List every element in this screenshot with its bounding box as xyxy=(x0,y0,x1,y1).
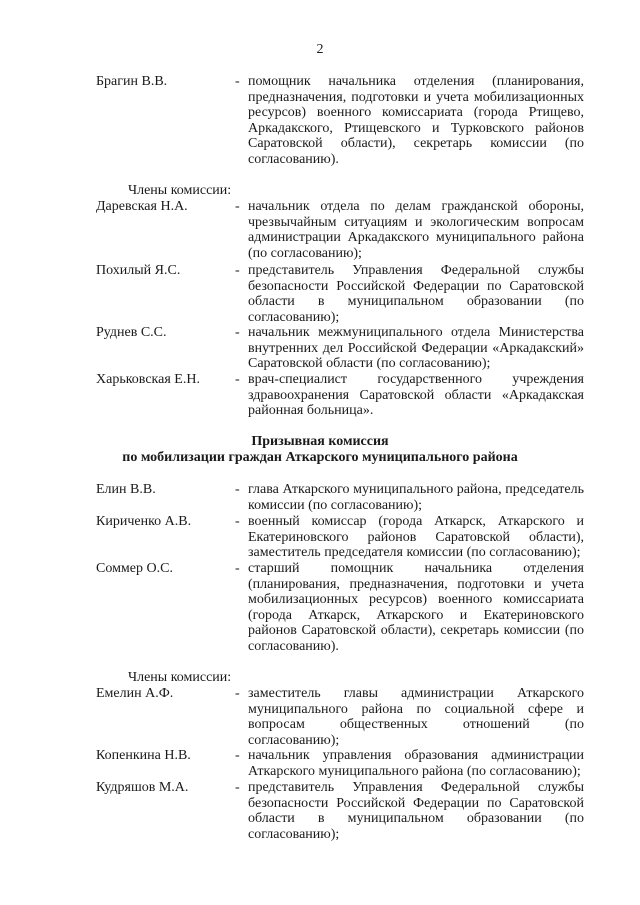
member-description: - глава Аткарского муниципального района, председатель комиссии (по согласованию); xyxy=(235,482,584,513)
members-label: Члены комиссии: xyxy=(128,670,232,685)
member-description: - заместитель главы администрации Аткарского муниципального района по социальной сфере и вопросам общественных отношений (по согласованию); xyxy=(235,686,584,748)
commission-entry xyxy=(0,514,640,561)
dash-marker: - xyxy=(235,748,240,763)
commission-entry xyxy=(0,686,640,748)
dash-marker: - xyxy=(235,514,240,529)
member-name: Даревская Н.А. xyxy=(96,199,188,214)
commission-entry xyxy=(0,74,640,168)
member-description: - начальник отдела по делам гражданской обороны, чрезвычайным ситуациям и экологическим вопросам администрации Аркадакского муниципального района (по согласованию); xyxy=(235,199,584,261)
member-description: - начальник межмуниципального отдела Министерства внутренних дел Российской Федерации «Аркадакский» Саратовской области (по согласованию); xyxy=(235,325,584,372)
member-description: - начальник управления образования администрации Аткарского муниципального района (по согласованию); xyxy=(235,748,584,779)
commission-entry xyxy=(0,561,640,655)
commission-entry xyxy=(0,199,640,261)
dash-marker: - xyxy=(235,325,240,340)
member-name: Соммер О.С. xyxy=(96,561,173,576)
commission-entry xyxy=(0,748,640,779)
member-name: Руднев С.С. xyxy=(96,325,167,340)
member-description: - представитель Управления Федеральной службы безопасности Российской Федерации по Саратовской области в муниципальном образовании (по согласованию); xyxy=(235,780,584,842)
dash-marker: - xyxy=(235,780,240,795)
member-name: Елин В.В. xyxy=(96,482,156,497)
member-name: Харьковская Е.Н. xyxy=(96,372,200,387)
member-description: - представитель Управления Федеральной службы безопасности Российской Федерации по Саратовской области в муниципальном образовании (по согласованию); xyxy=(235,263,584,325)
commission-entry xyxy=(0,263,640,325)
member-name: Емелин А.Ф. xyxy=(96,686,174,701)
dash-marker: - xyxy=(235,561,240,576)
member-description: - старший помощник начальника отделения (планирования, предназначения, подготовки и учета мобилизационных ресурсов) военного комиссариата (города Аткарск, Аткарского и Екатериновского районов Саратовской области), секретарь комиссии (по согласованию). xyxy=(235,561,584,654)
member-description: - врач-специалист государственного учреждения здравоохранения Саратовской области «Аркадакская районная больница». xyxy=(235,372,584,419)
commission-entry xyxy=(0,372,640,419)
member-name: Кириченко А.В. xyxy=(96,514,192,529)
member-description: - помощник начальника отделения (планирования, предназначения, подготовки и учета мобилизационных ресурсов) военного комиссариата (города Ртищево, Аркадакского, Ртищевского и Турковского районов Саратовской области), секретарь комиссии (по согласованию). xyxy=(235,74,584,167)
dash-marker: - xyxy=(235,482,240,497)
members-label: Члены комиссии: xyxy=(128,183,232,198)
page-number: 2 xyxy=(316,42,324,57)
dash-marker: - xyxy=(235,74,240,89)
commission-title: Призывная комиссия xyxy=(251,434,389,449)
commission-subtitle: по мобилизации граждан Аткарского муниципального района xyxy=(122,450,518,465)
dash-marker: - xyxy=(235,686,240,701)
member-name: Брагин В.В. xyxy=(96,74,168,89)
dash-marker: - xyxy=(235,199,240,214)
dash-marker: - xyxy=(235,263,240,278)
member-name: Копенкина Н.В. xyxy=(96,748,191,763)
dash-marker: - xyxy=(235,372,240,387)
member-name: Кудряшов М.А. xyxy=(96,780,189,795)
commission-entry xyxy=(0,780,640,842)
commission-entry xyxy=(0,325,640,372)
member-name: Похилый Я.С. xyxy=(96,263,181,278)
commission-entry xyxy=(0,482,640,513)
member-description: - военный комиссар (города Аткарск, Аткарского и Екатериновского районов Саратовской области), заместитель председателя комиссии (по согласованию); xyxy=(235,514,584,561)
